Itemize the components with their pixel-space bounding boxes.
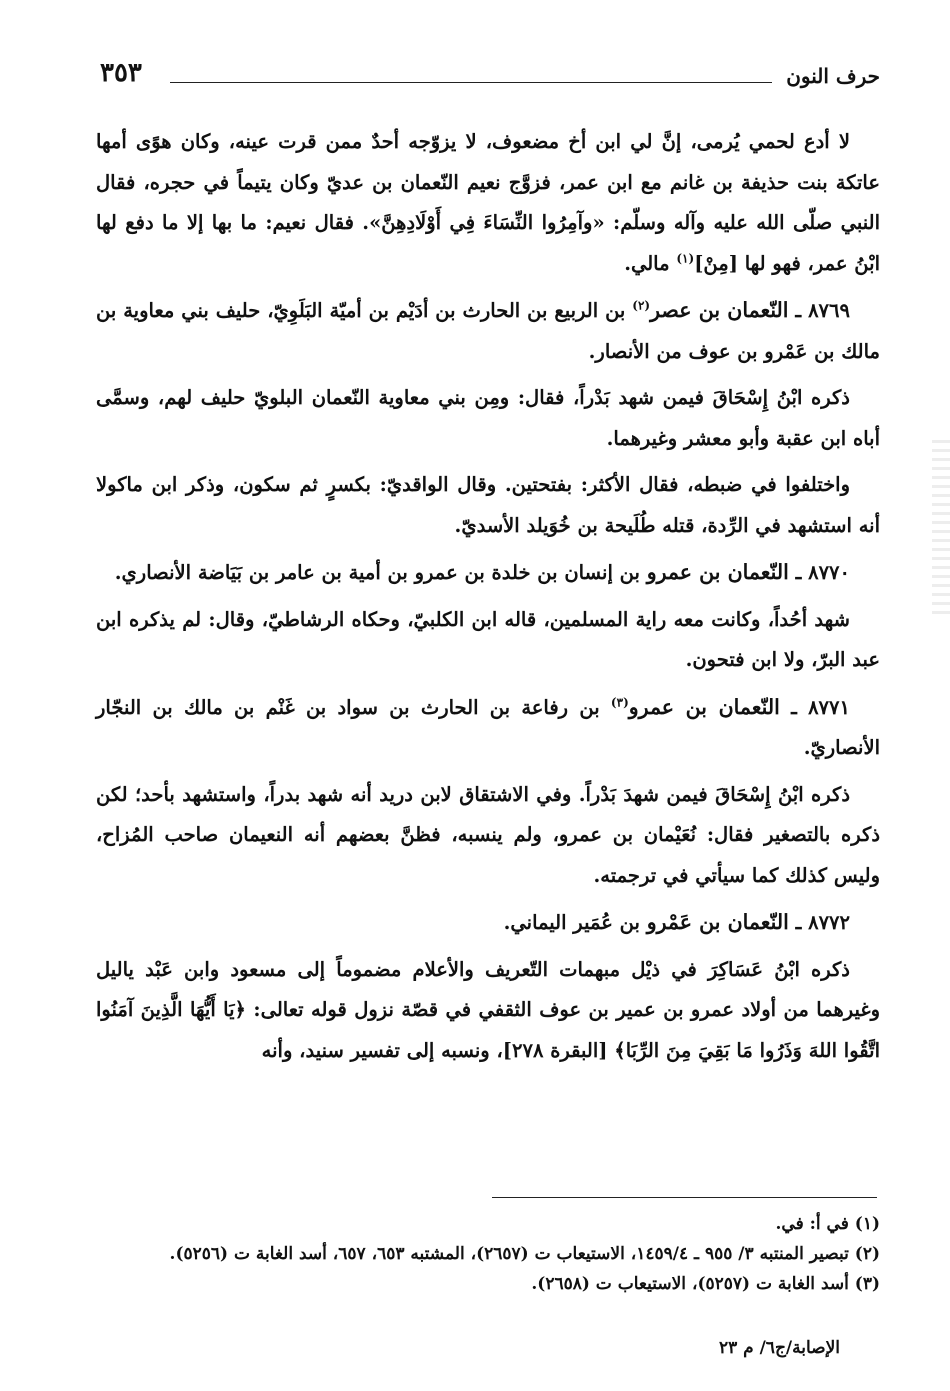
page-number: ٣٥٣ — [100, 58, 142, 88]
entry-8771: ٨٧٧١ ـ النّعمان بن عمرو$^{(٣)}$ بن رفاعة بن الحارث بن سواد بن غَنْم بن مالك بن النجّار الأنصاريّ. — [96, 694, 880, 759]
entry-number: ٨٧٦٩ ـ — [795, 299, 850, 322]
entry-number: ٨٧٧٠ ـ — [795, 561, 850, 584]
chapter-title: حرف النون — [786, 64, 880, 88]
paragraph: ذكره ابْنُ عَسَاكِرَ في ذيْل مبهمات التّعريف والأعلام مضموماً إلى مسعود وابن عَبْد ياليل وغيرهما من أولاد عمرو بن عمير بن عوف الثقفي في قصّة نزول قوله تعالى: ﴿يَا أَيُّهَا الَّذِينَ آمَنُوا اتَّقُوا اللهَ وَذَرُوا مَا بَقِيَ مِنَ الرِّبَا﴾ [البقرة ٢٧٨]، ونسبه إلى تفسير سنيد، وأنه — [96, 957, 880, 1062]
entry-name: النّعمان بن عَمْرو — [646, 910, 789, 934]
footnotes — [96, 1210, 880, 1300]
footnote-rule — [492, 1197, 877, 1198]
paragraph: لا أدع لحمي يُرمى، إنَّ لي ابن أخ مضعوف، لا يزوّجه أحدٌ ممن قرت عينه، وكان هوًى أمها عاتكة بنت حذيفة بن غانم مع ابن عمر، فزوَّج نعيم النّعمان بن عديّ وكان يتيماً في حجره، فقال النبي صلّى الله عليه وآله وسلّم: «وآمِرُوا النِّسَاءَ فِي أَوْلَادِهِنَّ». فقال نعيم: ما بها إلا ما دفع لها ابْنُ عمر، فهو لها [مِنْ]$^{(١)}$ مالي. — [96, 130, 880, 275]
entry-number: ٨٧٧٢ ـ — [795, 911, 850, 934]
footnote: (١) في أ: في. — [775, 1214, 880, 1234]
header-rule — [170, 82, 772, 83]
entry-number: ٨٧٧١ ـ — [791, 695, 850, 719]
entry-8770: ٨٧٧٠ ـ النّعمان بن عمرو بن إنسان بن خلدة بن عمرو بن أمية بن عامر بن بَيَاضة الأنصاري. — [114, 560, 850, 584]
paragraph: ذكره ابْنُ إِسْحَاقَ فيمن شهدَ بَدْراً. وفي الاشتقاق لابن دريد أنه شهد بدراً، واستشهد بأحد؛ لكن ذكره بالتصغير فقال: نُعَيْمان بن عمرو، ولم ينسبه، فظنَّ بعضهم أنه النعيمان صاحب المُزاح، وليس كذلك كما سيأتي في ترجمته. — [96, 782, 880, 887]
footnote: (٣) أسد الغابة ت (٥٢٥٧)، الاستيعاب ت (٢٦٥٨). — [531, 1274, 880, 1294]
entry-8769: ٨٧٦٩ ـ النّعمان بن عصر$^{(٢)}$ بن الربيع بن الحارث بن أدَيْم بن أميّة البَلَوِيّ، حليف بني معاوية بن مالك بن عَمْرو بن عوف من الأنصار. — [96, 298, 880, 363]
paragraph: شهد أحُداً، وكانت معه راية المسلمين، قاله ابن الكلبيّ، وحكاه الرشاطيّ، وقال: لم يذكره ابن عبد البرّ، ولا ابن فتحون. — [96, 607, 880, 671]
entry-name: النّعمان بن عمرو — [646, 560, 789, 584]
signature-mark: الإصابة/ج٦/ م ٢٣ — [718, 1338, 840, 1358]
scan-shadow — [932, 440, 950, 620]
paragraph: واختلفوا في ضبطه، فقال الأكثر: بفتحتين. وقال الواقديّ: بكسرٍ ثم سكون، وذكر ابن ماكولا أنه استشهد في الرِّدة، قتله طُلَيحة بن خُوَيلد الأسديّ. — [96, 473, 880, 537]
main-text — [96, 122, 880, 1077]
running-header — [100, 58, 880, 98]
footnote: (٢) تبصير المنتبه ٣/ ٩٥٥ ـ ١٤٥٩/٤، الاستيعاب ت (٢٦٥٧)، المشتبه ٦٥٣، ٦٥٧، أسد الغابة ت (٥٢٥٦). — [169, 1244, 880, 1264]
entry-8772: ٨٧٧٢ ـ النّعمان بن عَمْرو بن عُمَير اليماني. — [503, 910, 850, 934]
paragraph: ذكره ابْنُ إِسْحَاقَ فيمن شهد بَدْراً، فقال: ومِن بني معاوية النّعمان البلويّ حليف لهم، وسمَّى أباه ابن عقبة وأبو معشر وغيرهما. — [96, 386, 880, 450]
entry-name: النّعمان بن عصر — [650, 298, 789, 322]
entry-name: النّعمان بن عمرو — [628, 694, 780, 719]
